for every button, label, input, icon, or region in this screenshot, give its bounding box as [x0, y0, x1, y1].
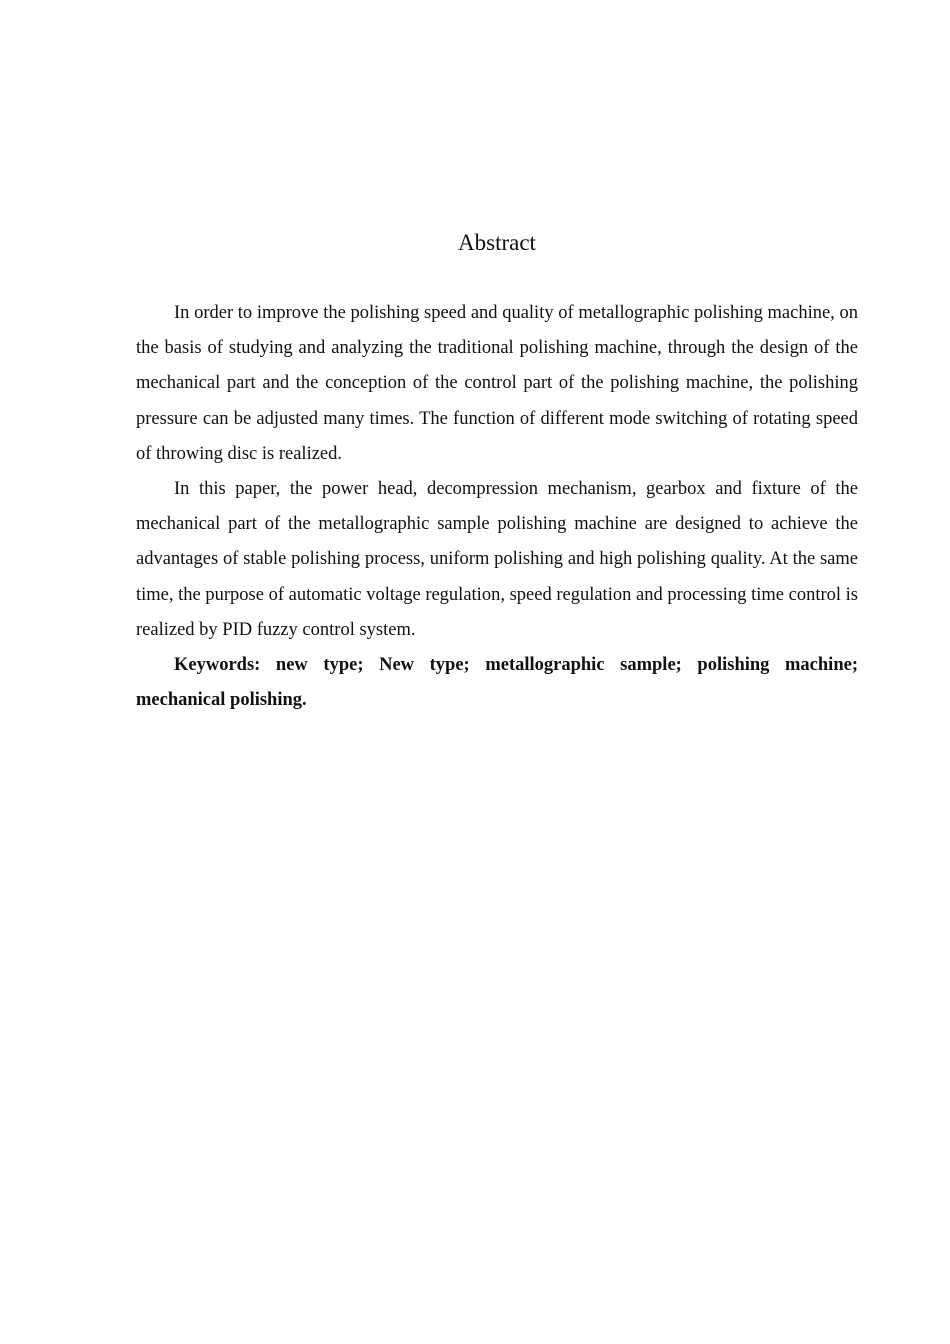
page-title: Abstract — [458, 230, 536, 255]
abstract-paragraph-2: In this paper, the power head, decompression mechanism, gearbox and fixture of the mechanical part of the metallographic sample polishing machine are designed to achieve the advantages of stable polishing process, uniform polishing and high polishing quality. At the same time, the purpose of automatic voltage regulation, speed regulation and processing time control is realized by PID fuzzy control system. — [136, 479, 858, 640]
abstract-body — [136, 296, 858, 718]
abstract-paragraph-1: In order to improve the polishing speed and quality of metallographic polishing machine, on the basis of studying and analyzing the traditional polishing machine, through the design of the mechanical part and the conception of the control part of the polishing machine, the polishing pressure can be adjusted many times. The function of different mode switching of rotating speed of throwing disc is realized. — [136, 303, 858, 464]
keywords-line: Keywords: new type; New type; metallographic sample; polishing machine; mechanical polishing. — [136, 655, 858, 711]
